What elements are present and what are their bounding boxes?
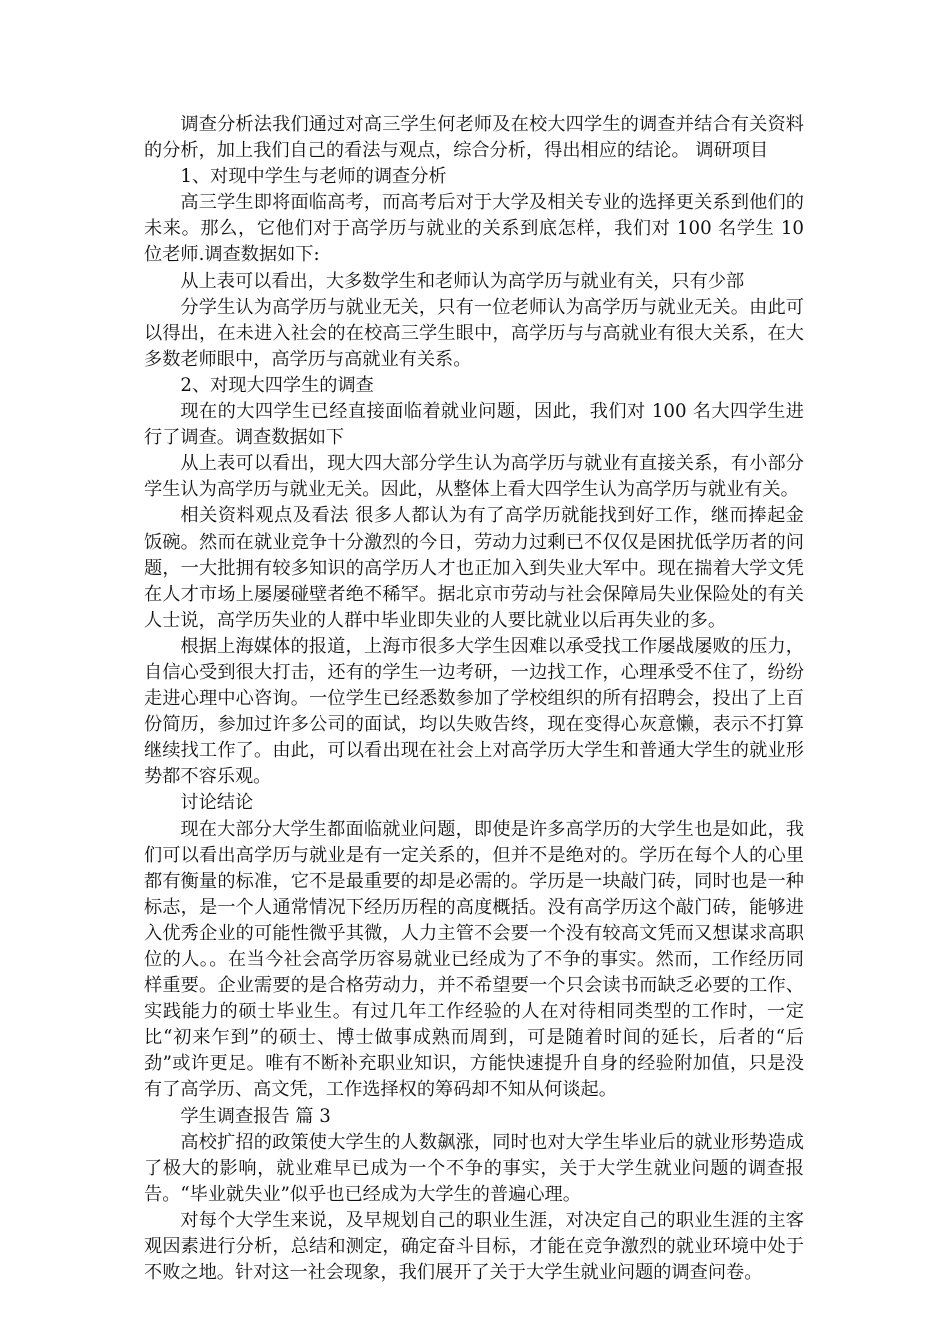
body-paragraph: 相关资料观点及看法 很多人都认为有了高学历就能找到好工作，继而捧起金饭碗。然而在就业竞争十分激烈的今日，劳动力过剩已不仅仅是困扰低学历者的问题，一大批拥有较多知识的高学历人才也正加入到失业大军中。现在揣着大学文凭在人才市场上屡屡碰壁者绝不稀罕。据北京市劳动与社会保障局失业保险处的有关人士说，高学历失业的人群中毕业即失业的人要比就业以后再失业的多。	[144, 505, 804, 631]
body-paragraph: 现在的大四学生已经直接面临着就业问题，因此，我们对 100 名大四学生进行了调查。调查数据如下	[144, 401, 804, 449]
body-paragraph: 高三学生即将面临高考，而高考后对于大学及相关专业的选择更关系到他们的未来。那么，它他们对于高学历与就业的关系到底怎样，我们对 100 名学生 10 位老师.调查数据如下:	[144, 192, 804, 266]
section-heading-teacher-survey: 1、对现中学生与老师的调查分析	[180, 166, 447, 188]
section-heading-report-3: 学生调查报告 篇 3	[180, 1105, 331, 1127]
body-paragraph: 高校扩招的政策使大学生的人数飙涨，同时也对大学生毕业后的就业形势造成了极大的影响，就业难早已成为一个不争的事实，关于大学生就业问题的调查报告。“毕业就失业”似乎也已经成为大学生的普遍心理。	[144, 1131, 804, 1205]
body-paragraph: 根据上海媒体的报道，上海市很多大学生因难以承受找工作屡战屡败的压力，自信心受到很大打击，还有的学生一边考研，一边找工作，心理承受不住了，纷纷走进心理中心咨询。一位学生已经悉数参加了学校组织的所有招聘会，投出了上百份简历，参加过许多公司的面试，均以失败告终，现在变得心灰意懒，表示不打算继续找工作了。由此，可以看出现在社会上对高学历大学生和普通大学生的就业形势都不容乐观。	[144, 635, 804, 788]
body-paragraph: 从上表可以看出，现大四大部分学生认为高学历与就业有直接关系，有小部分学生认为高学历与就业无关。因此，从整体上看大四学生认为高学历与就业有关。	[144, 453, 804, 501]
body-paragraph: 对每个大学生来说，及早规划自己的职业生涯，对决定自己的职业生涯的主客观因素进行分析，总结和测定，确定奋斗目标，才能在竞争激烈的就业环境中处于不败之地。针对这一社会现象，我们展开了关于大学生就业问题的调查问卷。	[144, 1209, 804, 1284]
intro-paragraph: 调查分析法我们通过对高三学生何老师及在校大四学生的调查并结合有关资料的分析，加上我们自己的看法与观点，综合分析，得出相应的结论。 调研项目	[144, 114, 804, 162]
section-heading-discussion: 讨论结论	[180, 792, 254, 814]
body-paragraph: 分学生认为高学历与就业无关，只有一位老师认为高学历与就业无关。由此可以得出，在未进入社会的在校高三学生眼中，高学历与与高就业有很大关系，在大多数老师眼中，高学历与高就业有关系。	[144, 296, 804, 370]
body-paragraph: 从上表可以看出，大多数学生和老师认为高学历与就业有关，只有少部	[180, 270, 745, 292]
section-heading-senior-survey: 2、对现大四学生的调查	[180, 374, 374, 396]
document-body	[144, 112, 804, 1286]
body-paragraph: 现在大部分大学生都面临就业问题，即使是许多高学历的大学生也是如此，我们可以看出高学历与就业是有一定关系的，但并不是绝对的。学历在每个人的心里都有衡量的标准，它不是最重要的却是必需的。学历是一块敲门砖，同时也是一种标志，是一个人通常情况下经历历程的高度概括。没有高学历这个敲门砖，能够进入优秀企业的可能性微乎其微，人力主管不会要一个没有较高文凭而又想谋求高职位的人。。在当今社会高学历容易就业已经成为了不争的事实。然而，工作经历同样重要。企业需要的是合格劳动力，并不希望要一个只会读书而缺乏必要的工作、实践能力的硕士毕业生。有过几年工作经验的人在对待相同类型的工作时，一定比“初来乍到”的硕士、博士做事成熟而周到，可是随着时间的延长，后者的“后劲”或许更足。唯有不断补充职业知识，方能快速提升自身的经验附加值，只是没有了高学历、高文凭，工作选择权的筹码却不知从何谈起。	[144, 818, 804, 1101]
